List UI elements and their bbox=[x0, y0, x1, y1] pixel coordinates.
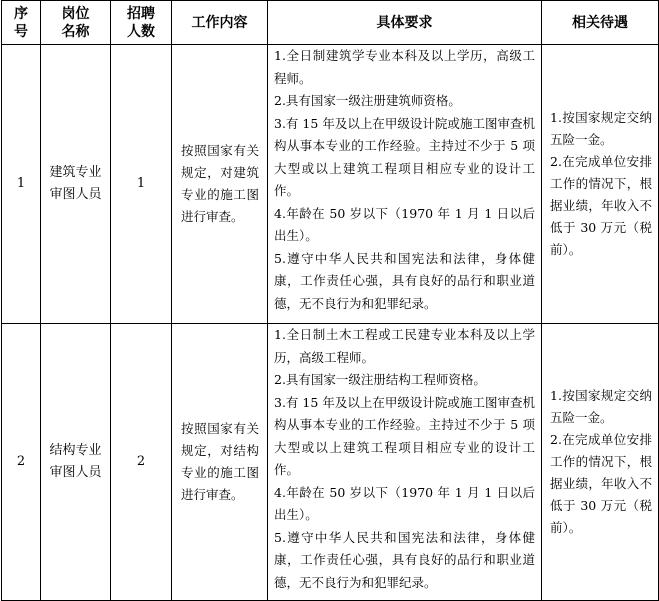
requirement-item: 1.全日制建筑学专业本科及以上学历，高级工程师。 bbox=[274, 48, 535, 86]
row-headcount: 2 bbox=[111, 324, 172, 601]
row-requirements bbox=[268, 324, 542, 601]
requirement-item: 4.年龄在 50 岁以下（1970 年 1 月 1 日以后出生）。 bbox=[274, 484, 535, 522]
header-seq: 序 号 bbox=[2, 1, 41, 45]
benefit-item: 2.在完成单位安排工作的情况下，根据业绩，年收入不低于 30 万元（税前）。 bbox=[550, 432, 652, 535]
requirement-item: 2.具有国家一级注册建筑师资格。 bbox=[274, 93, 461, 108]
row-work-content: 按照国家有关规定，对结构专业的施工图进行审查。 bbox=[172, 324, 268, 601]
benefit-item: 1.按国家规定交纳五险一金。 bbox=[550, 388, 652, 425]
table-row bbox=[2, 45, 659, 324]
requirement-item: 4.年龄在 50 岁以下（1970 年 1 月 1 日以后出生）。 bbox=[274, 205, 535, 243]
header-work: 工作内容 bbox=[172, 1, 268, 45]
row-benefits bbox=[542, 45, 659, 324]
recruitment-table bbox=[1, 0, 659, 601]
header-row bbox=[2, 1, 659, 45]
benefit-item: 1.按国家规定交纳五险一金。 bbox=[550, 110, 652, 147]
position-name: 建筑专业审图人员 bbox=[49, 165, 102, 202]
row-benefits bbox=[542, 324, 659, 601]
requirement-item: 1.全日制土木工程或工民建专业本科及以上学历，高级工程师。 bbox=[274, 327, 535, 365]
header-headcount: 招聘 人数 bbox=[111, 1, 172, 45]
header-position: 岗位 名称 bbox=[41, 1, 111, 45]
position-name: 结构专业审图人员 bbox=[49, 443, 102, 480]
row-requirements bbox=[268, 45, 542, 324]
row-headcount: 1 bbox=[111, 45, 172, 324]
requirement-item: 5.遵守中华人民共和国宪法和法律，身体健康，工作责任心强，具有良好的品行和职业道德，无不良行为和犯罪纪录。 bbox=[274, 529, 535, 590]
row-seq: 1 bbox=[2, 45, 41, 324]
requirement-item: 3.有 15 年及以上在甲级设计院或施工图审查机构从事本专业的工作经验。主持过不少于 5 项大型或以上建筑工程项目相应专业的设计工作。 bbox=[274, 394, 535, 477]
table-row bbox=[2, 324, 659, 601]
requirement-item: 3.有 15 年及以上在甲级设计院或施工图审查机构从事本专业的工作经验。主持过不少于 5 项大型或以上建筑工程项目相应专业的设计工作。 bbox=[274, 115, 535, 198]
row-position bbox=[41, 324, 111, 601]
row-position bbox=[41, 45, 111, 324]
requirement-item: 2.具有国家一级注册结构工程师资格。 bbox=[274, 372, 486, 387]
row-seq: 2 bbox=[2, 324, 41, 601]
benefit-item: 2.在完成单位安排工作的情况下，根据业绩，年收入不低于 30 万元（税前）。 bbox=[550, 154, 652, 257]
header-requirements: 具体要求 bbox=[268, 1, 542, 45]
header-benefits: 相关待遇 bbox=[542, 1, 659, 45]
requirement-item: 5.遵守中华人民共和国宪法和法律，身体健康，工作责任心强，具有良好的品行和职业道德，无不良行为和犯罪纪录。 bbox=[274, 250, 535, 311]
row-work-content: 按照国家有关规定，对建筑专业的施工图进行审查。 bbox=[172, 45, 268, 324]
